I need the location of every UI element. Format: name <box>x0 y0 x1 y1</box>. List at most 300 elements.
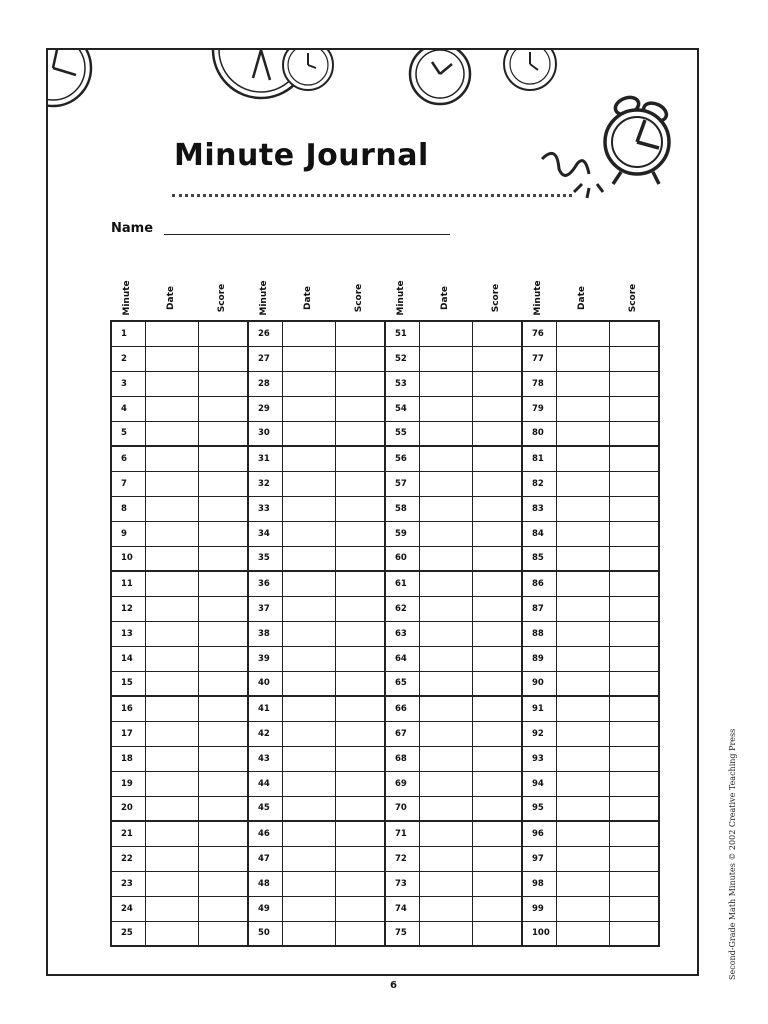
date-cell[interactable] <box>419 321 472 346</box>
score-cell[interactable] <box>198 571 248 596</box>
minute-number-cell: 34 <box>248 521 282 546</box>
date-cell[interactable] <box>556 521 609 546</box>
score-cell[interactable] <box>472 571 522 596</box>
date-cell[interactable] <box>556 671 609 696</box>
score-cell[interactable] <box>472 696 522 721</box>
date-cell[interactable] <box>282 846 335 871</box>
minute-number-cell: 72 <box>385 846 419 871</box>
date-cell[interactable] <box>419 346 472 371</box>
minute-number-cell: 59 <box>385 521 419 546</box>
minute-number-cell: 49 <box>248 896 282 921</box>
minute-number-cell: 91 <box>522 696 556 721</box>
column-header: Date <box>165 286 176 310</box>
minute-number-cell: 20 <box>111 796 145 821</box>
date-cell[interactable] <box>556 496 609 521</box>
minute-number-cell: 24 <box>111 896 145 921</box>
minute-number-cell: 69 <box>385 771 419 796</box>
minute-number-cell: 52 <box>385 346 419 371</box>
minute-number-cell: 37 <box>248 596 282 621</box>
date-cell[interactable] <box>556 871 609 896</box>
date-cell[interactable] <box>419 421 472 446</box>
score-cell[interactable] <box>472 471 522 496</box>
date-cell[interactable] <box>419 771 472 796</box>
score-cell[interactable] <box>472 421 522 446</box>
minute-number-cell: 57 <box>385 471 419 496</box>
score-cell[interactable] <box>198 321 248 346</box>
minute-number-cell: 79 <box>522 396 556 421</box>
score-cell[interactable] <box>609 746 659 771</box>
minute-number-cell: 95 <box>522 796 556 821</box>
date-cell[interactable] <box>282 571 335 596</box>
score-cell[interactable] <box>198 446 248 471</box>
date-cell[interactable] <box>145 421 198 446</box>
date-cell[interactable] <box>419 446 472 471</box>
minute-number-cell: 78 <box>522 371 556 396</box>
minute-number-cell: 41 <box>248 696 282 721</box>
score-cell[interactable] <box>609 471 659 496</box>
date-cell[interactable] <box>556 746 609 771</box>
date-cell[interactable] <box>282 896 335 921</box>
score-cell[interactable] <box>472 371 522 396</box>
date-cell[interactable] <box>282 821 335 846</box>
column-header: Minute <box>122 280 132 316</box>
date-cell[interactable] <box>145 446 198 471</box>
score-cell[interactable] <box>472 596 522 621</box>
minute-number-cell: 22 <box>111 846 145 871</box>
minute-number-cell: 94 <box>522 771 556 796</box>
score-cell[interactable] <box>609 571 659 596</box>
date-cell[interactable] <box>556 421 609 446</box>
date-cell[interactable] <box>282 346 335 371</box>
score-cell[interactable] <box>472 496 522 521</box>
score-cell[interactable] <box>335 321 385 346</box>
score-cell[interactable] <box>609 896 659 921</box>
minute-number-cell: 28 <box>248 371 282 396</box>
score-cell[interactable] <box>198 696 248 721</box>
date-cell[interactable] <box>282 671 335 696</box>
column-header: Date <box>576 286 587 310</box>
minute-number-cell: 17 <box>111 721 145 746</box>
table-row <box>111 346 659 371</box>
table-row <box>111 846 659 871</box>
score-cell[interactable] <box>335 371 385 396</box>
score-cell[interactable] <box>198 846 248 871</box>
score-cell[interactable] <box>198 521 248 546</box>
date-cell[interactable] <box>556 346 609 371</box>
score-cell[interactable] <box>472 821 522 846</box>
score-cell[interactable] <box>609 496 659 521</box>
score-cell[interactable] <box>609 421 659 446</box>
score-cell[interactable] <box>609 821 659 846</box>
score-cell[interactable] <box>198 646 248 671</box>
date-cell[interactable] <box>282 596 335 621</box>
score-cell[interactable] <box>198 721 248 746</box>
minute-number-cell: 18 <box>111 746 145 771</box>
table-row <box>111 371 659 396</box>
date-cell[interactable] <box>419 821 472 846</box>
score-cell[interactable] <box>472 621 522 646</box>
date-cell[interactable] <box>282 746 335 771</box>
score-cell[interactable] <box>335 796 385 821</box>
score-cell[interactable] <box>335 421 385 446</box>
minute-number-cell: 46 <box>248 821 282 846</box>
score-cell[interactable] <box>472 871 522 896</box>
date-cell[interactable] <box>145 596 198 621</box>
date-cell[interactable] <box>419 671 472 696</box>
table-row <box>111 646 659 671</box>
date-cell[interactable] <box>556 321 609 346</box>
minute-number-cell: 42 <box>248 721 282 746</box>
date-cell[interactable] <box>419 371 472 396</box>
minute-number-cell: 43 <box>248 746 282 771</box>
score-cell[interactable] <box>609 846 659 871</box>
date-cell[interactable] <box>419 921 472 946</box>
date-cell[interactable] <box>282 771 335 796</box>
score-cell[interactable] <box>472 321 522 346</box>
table-row <box>111 721 659 746</box>
score-cell[interactable] <box>198 671 248 696</box>
date-cell[interactable] <box>145 496 198 521</box>
score-cell[interactable] <box>609 446 659 471</box>
score-cell[interactable] <box>335 571 385 596</box>
score-cell[interactable] <box>609 346 659 371</box>
date-cell[interactable] <box>282 371 335 396</box>
score-cell[interactable] <box>335 546 385 571</box>
date-cell[interactable] <box>282 646 335 671</box>
score-cell[interactable] <box>198 921 248 946</box>
column-header: Minute <box>259 280 269 316</box>
column-header: Date <box>302 286 313 310</box>
date-cell[interactable] <box>282 421 335 446</box>
date-cell[interactable] <box>419 696 472 721</box>
score-cell[interactable] <box>198 621 248 646</box>
date-cell[interactable] <box>556 571 609 596</box>
minute-number-cell: 65 <box>385 671 419 696</box>
name-label: Name <box>111 221 154 236</box>
score-cell[interactable] <box>335 771 385 796</box>
minute-number-cell: 3 <box>111 371 145 396</box>
minute-journal-table <box>110 320 660 947</box>
minute-number-cell: 71 <box>385 821 419 846</box>
table-row <box>111 696 659 721</box>
minute-number-cell: 76 <box>522 321 556 346</box>
page-title: Minute Journal <box>174 138 429 173</box>
column-header: Minute <box>533 280 543 316</box>
column-header: Score <box>628 283 638 313</box>
date-cell[interactable] <box>419 846 472 871</box>
date-cell[interactable] <box>282 521 335 546</box>
date-cell[interactable] <box>282 546 335 571</box>
score-cell[interactable] <box>609 721 659 746</box>
date-cell[interactable] <box>145 721 198 746</box>
date-cell[interactable] <box>556 396 609 421</box>
minute-number-cell: 100 <box>522 921 556 946</box>
date-cell[interactable] <box>419 796 472 821</box>
date-cell[interactable] <box>145 521 198 546</box>
date-cell[interactable] <box>419 546 472 571</box>
score-cell[interactable] <box>609 921 659 946</box>
minute-number-cell: 36 <box>248 571 282 596</box>
score-cell[interactable] <box>335 621 385 646</box>
date-cell[interactable] <box>419 871 472 896</box>
score-cell[interactable] <box>335 721 385 746</box>
table-row <box>111 771 659 796</box>
date-cell[interactable] <box>282 871 335 896</box>
score-cell[interactable] <box>609 596 659 621</box>
date-cell[interactable] <box>145 746 198 771</box>
date-cell[interactable] <box>419 646 472 671</box>
score-cell[interactable] <box>335 746 385 771</box>
date-cell[interactable] <box>282 496 335 521</box>
minute-number-cell: 13 <box>111 621 145 646</box>
name-field[interactable] <box>164 234 450 235</box>
score-cell[interactable] <box>335 846 385 871</box>
score-cell[interactable] <box>472 921 522 946</box>
score-cell[interactable] <box>609 521 659 546</box>
score-cell[interactable] <box>609 796 659 821</box>
column-header: Score <box>217 283 227 313</box>
date-cell[interactable] <box>145 571 198 596</box>
date-cell[interactable] <box>419 496 472 521</box>
column-header: Date <box>439 286 450 310</box>
minute-number-cell: 8 <box>111 496 145 521</box>
minute-number-cell: 4 <box>111 396 145 421</box>
score-cell[interactable] <box>198 471 248 496</box>
score-cell[interactable] <box>609 671 659 696</box>
date-cell[interactable] <box>145 771 198 796</box>
score-cell[interactable] <box>472 646 522 671</box>
date-cell[interactable] <box>419 521 472 546</box>
minute-number-cell: 19 <box>111 771 145 796</box>
score-cell[interactable] <box>609 321 659 346</box>
minute-number-cell: 82 <box>522 471 556 496</box>
date-cell[interactable] <box>145 796 198 821</box>
date-cell[interactable] <box>282 471 335 496</box>
table-row <box>111 746 659 771</box>
score-cell[interactable] <box>335 446 385 471</box>
score-cell[interactable] <box>198 371 248 396</box>
score-cell[interactable] <box>335 896 385 921</box>
score-cell[interactable] <box>335 346 385 371</box>
date-cell[interactable] <box>145 671 198 696</box>
score-cell[interactable] <box>198 821 248 846</box>
score-cell[interactable] <box>609 771 659 796</box>
score-cell[interactable] <box>609 871 659 896</box>
date-cell[interactable] <box>145 896 198 921</box>
minute-number-cell: 61 <box>385 571 419 596</box>
score-cell[interactable] <box>335 521 385 546</box>
date-cell[interactable] <box>419 621 472 646</box>
page-number: 6 <box>390 980 397 991</box>
score-cell[interactable] <box>198 896 248 921</box>
minute-number-cell: 80 <box>522 421 556 446</box>
score-cell[interactable] <box>335 871 385 896</box>
score-cell[interactable] <box>198 871 248 896</box>
date-cell[interactable] <box>556 446 609 471</box>
score-cell[interactable] <box>335 671 385 696</box>
minute-number-cell: 44 <box>248 771 282 796</box>
score-cell[interactable] <box>472 721 522 746</box>
table-row <box>111 396 659 421</box>
date-cell[interactable] <box>282 621 335 646</box>
score-cell[interactable] <box>198 546 248 571</box>
score-cell[interactable] <box>198 746 248 771</box>
date-cell[interactable] <box>145 346 198 371</box>
score-cell[interactable] <box>609 646 659 671</box>
minute-number-cell: 99 <box>522 896 556 921</box>
date-cell[interactable] <box>145 921 198 946</box>
date-cell[interactable] <box>556 721 609 746</box>
date-cell[interactable] <box>556 596 609 621</box>
table-row <box>111 571 659 596</box>
minute-number-cell: 21 <box>111 821 145 846</box>
minute-number-cell: 16 <box>111 696 145 721</box>
minute-number-cell: 89 <box>522 646 556 671</box>
score-cell[interactable] <box>472 446 522 471</box>
date-cell[interactable] <box>145 621 198 646</box>
minute-number-cell: 92 <box>522 721 556 746</box>
score-cell[interactable] <box>198 396 248 421</box>
date-cell[interactable] <box>282 696 335 721</box>
minute-number-cell: 55 <box>385 421 419 446</box>
score-cell[interactable] <box>198 421 248 446</box>
score-cell[interactable] <box>472 546 522 571</box>
score-cell[interactable] <box>609 621 659 646</box>
date-cell[interactable] <box>556 921 609 946</box>
minute-number-cell: 26 <box>248 321 282 346</box>
minute-number-cell: 93 <box>522 746 556 771</box>
score-cell[interactable] <box>198 596 248 621</box>
minute-number-cell: 33 <box>248 496 282 521</box>
date-cell[interactable] <box>556 471 609 496</box>
minute-number-cell: 66 <box>385 696 419 721</box>
dotted-divider <box>172 190 572 197</box>
score-cell[interactable] <box>335 496 385 521</box>
date-cell[interactable] <box>419 571 472 596</box>
date-cell[interactable] <box>419 396 472 421</box>
date-cell[interactable] <box>556 546 609 571</box>
score-cell[interactable] <box>198 496 248 521</box>
score-cell[interactable] <box>335 471 385 496</box>
date-cell[interactable] <box>419 596 472 621</box>
date-cell[interactable] <box>282 321 335 346</box>
date-cell[interactable] <box>145 471 198 496</box>
date-cell[interactable] <box>145 696 198 721</box>
date-cell[interactable] <box>556 896 609 921</box>
score-cell[interactable] <box>609 396 659 421</box>
score-cell[interactable] <box>335 596 385 621</box>
minute-number-cell: 35 <box>248 546 282 571</box>
minute-number-cell: 31 <box>248 446 282 471</box>
minute-number-cell: 15 <box>111 671 145 696</box>
minute-number-cell: 50 <box>248 921 282 946</box>
table-row <box>111 821 659 846</box>
score-cell[interactable] <box>609 371 659 396</box>
date-cell[interactable] <box>282 796 335 821</box>
date-cell[interactable] <box>556 646 609 671</box>
date-cell[interactable] <box>556 846 609 871</box>
date-cell[interactable] <box>419 896 472 921</box>
table-row <box>111 546 659 571</box>
minute-number-cell: 73 <box>385 871 419 896</box>
minute-number-cell: 63 <box>385 621 419 646</box>
table-row <box>111 446 659 471</box>
score-cell[interactable] <box>472 896 522 921</box>
column-header: Minute <box>396 280 406 316</box>
date-cell[interactable] <box>145 821 198 846</box>
date-cell[interactable] <box>556 621 609 646</box>
date-cell[interactable] <box>145 546 198 571</box>
score-cell[interactable] <box>472 521 522 546</box>
score-cell[interactable] <box>335 396 385 421</box>
date-cell[interactable] <box>556 371 609 396</box>
table-row <box>111 621 659 646</box>
minute-number-cell: 81 <box>522 446 556 471</box>
score-cell[interactable] <box>609 696 659 721</box>
date-cell[interactable] <box>419 746 472 771</box>
minute-number-cell: 39 <box>248 646 282 671</box>
date-cell[interactable] <box>419 721 472 746</box>
date-cell[interactable] <box>556 696 609 721</box>
date-cell[interactable] <box>145 646 198 671</box>
minute-number-cell: 54 <box>385 396 419 421</box>
column-header: Score <box>491 283 501 313</box>
minute-number-cell: 25 <box>111 921 145 946</box>
date-cell[interactable] <box>419 471 472 496</box>
table-row <box>111 871 659 896</box>
score-cell[interactable] <box>198 771 248 796</box>
date-cell[interactable] <box>145 871 198 896</box>
score-cell[interactable] <box>335 696 385 721</box>
date-cell[interactable] <box>145 846 198 871</box>
table-row <box>111 496 659 521</box>
minute-number-cell: 74 <box>385 896 419 921</box>
score-cell[interactable] <box>472 796 522 821</box>
minute-number-cell: 83 <box>522 496 556 521</box>
minute-number-cell: 5 <box>111 421 145 446</box>
score-cell[interactable] <box>198 796 248 821</box>
date-cell[interactable] <box>556 771 609 796</box>
date-cell[interactable] <box>145 371 198 396</box>
table-row <box>111 671 659 696</box>
score-cell[interactable] <box>335 821 385 846</box>
date-cell[interactable] <box>282 721 335 746</box>
score-cell[interactable] <box>335 921 385 946</box>
date-cell[interactable] <box>145 321 198 346</box>
date-cell[interactable] <box>282 446 335 471</box>
minute-number-cell: 14 <box>111 646 145 671</box>
minute-number-cell: 11 <box>111 571 145 596</box>
date-cell[interactable] <box>145 396 198 421</box>
score-cell[interactable] <box>472 746 522 771</box>
table-row <box>111 421 659 446</box>
date-cell[interactable] <box>282 396 335 421</box>
score-cell[interactable] <box>335 646 385 671</box>
minute-number-cell: 27 <box>248 346 282 371</box>
date-cell[interactable] <box>282 921 335 946</box>
minute-number-cell: 47 <box>248 846 282 871</box>
score-cell[interactable] <box>472 846 522 871</box>
score-cell[interactable] <box>472 771 522 796</box>
score-cell[interactable] <box>472 671 522 696</box>
clock-icon <box>48 50 91 106</box>
score-cell[interactable] <box>198 346 248 371</box>
score-cell[interactable] <box>609 546 659 571</box>
date-cell[interactable] <box>556 821 609 846</box>
score-cell[interactable] <box>472 396 522 421</box>
date-cell[interactable] <box>556 796 609 821</box>
score-cell[interactable] <box>472 346 522 371</box>
